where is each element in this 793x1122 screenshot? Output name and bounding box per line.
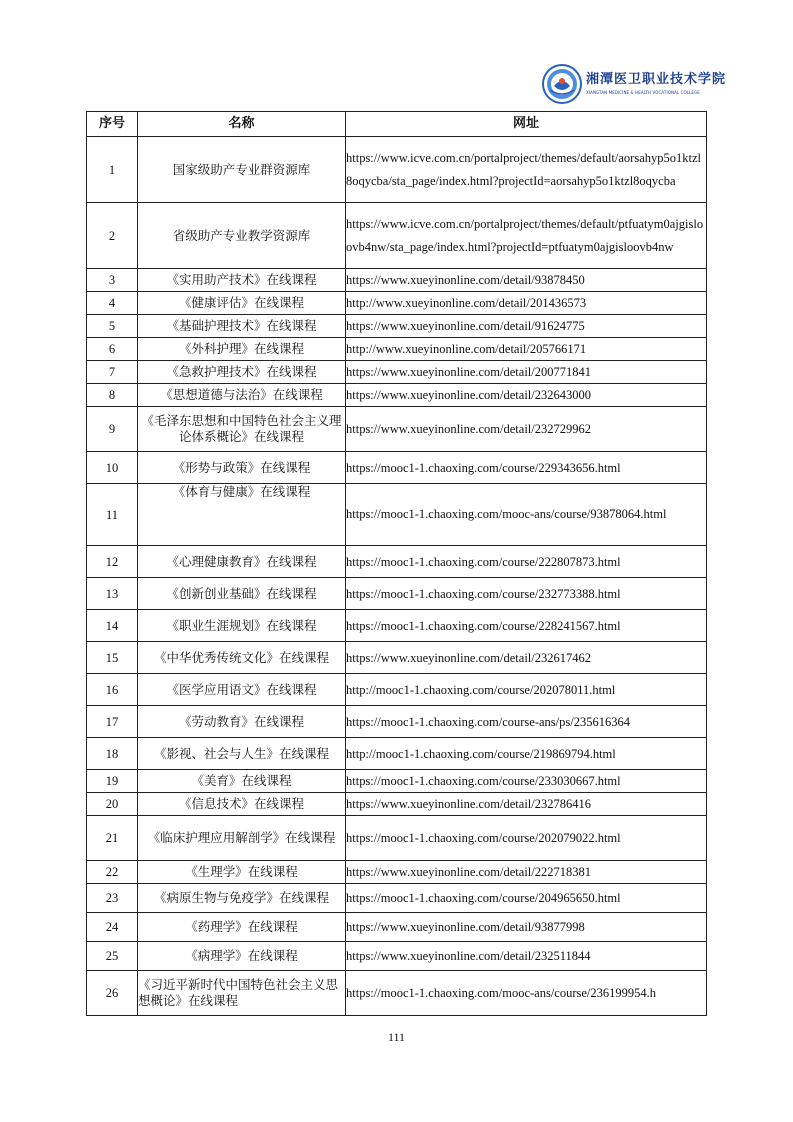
resource-url[interactable]: https://www.xueyinonline.com/detail/91624775 (346, 315, 707, 338)
table-row (87, 738, 707, 770)
resource-url[interactable]: https://mooc1-1.chaoxing.com/mooc-ans/course/93878064.html (346, 484, 707, 546)
resource-url[interactable]: https://www.xueyinonline.com/detail/200771841 (346, 361, 707, 384)
resource-url[interactable]: http://www.xueyinonline.com/detail/201436573 (346, 292, 707, 315)
resource-name: 《习近平新时代中国特色社会主义思想概论》在线课程 (138, 971, 346, 1016)
resource-name: 《心理健康教育》在线课程 (138, 546, 346, 578)
table-row (87, 642, 707, 674)
row-index: 25 (87, 942, 138, 971)
resource-url[interactable]: https://www.xueyinonline.com/detail/93878450 (346, 269, 707, 292)
row-index: 17 (87, 706, 138, 738)
row-index: 6 (87, 338, 138, 361)
row-index: 9 (87, 407, 138, 452)
row-index: 10 (87, 452, 138, 484)
resource-name: 《生理学》在线课程 (138, 861, 346, 884)
resource-name: 《病理学》在线课程 (138, 942, 346, 971)
resource-url[interactable]: https://mooc1-1.chaoxing.com/course/233030667.html (346, 770, 707, 793)
row-index: 2 (87, 203, 138, 269)
table-row (87, 546, 707, 578)
table-row (87, 770, 707, 793)
row-index: 21 (87, 816, 138, 861)
resource-url[interactable]: https://www.xueyinonline.com/detail/93877998 (346, 913, 707, 942)
resource-url[interactable]: https://www.xueyinonline.com/detail/232786416 (346, 793, 707, 816)
resource-url[interactable] (346, 971, 707, 1016)
resource-name: 《信息技术》在线课程 (138, 793, 346, 816)
resource-url[interactable]: https://www.xueyinonline.com/detail/232511844 (346, 942, 707, 971)
resource-name: 《毛泽东思想和中国特色社会主义理论体系概论》在线课程 (138, 407, 346, 452)
row-index: 15 (87, 642, 138, 674)
college-name-cn: 湘潭医卫职业技术学院 (586, 72, 727, 87)
row-index: 23 (87, 884, 138, 913)
table-row (87, 674, 707, 706)
column-header-name: 名称 (138, 112, 346, 137)
row-index: 7 (87, 361, 138, 384)
resource-url[interactable]: https://www.xueyinonline.com/detail/222718381 (346, 861, 707, 884)
row-index: 5 (87, 315, 138, 338)
table-row (87, 971, 707, 1016)
table-row (87, 338, 707, 361)
resource-name: 《健康评估》在线课程 (138, 292, 346, 315)
resource-name: 《临床护理应用解剖学》在线课程 (138, 816, 346, 861)
column-header-url: 网址 (346, 112, 707, 137)
table-row (87, 203, 707, 269)
row-index: 24 (87, 913, 138, 942)
table-row (87, 610, 707, 642)
college-logo (542, 64, 727, 106)
resource-name: 省级助产专业教学资源库 (138, 203, 346, 269)
resource-name: 《药理学》在线课程 (138, 913, 346, 942)
resource-name: 《外科护理》在线课程 (138, 338, 346, 361)
table-row (87, 861, 707, 884)
table-row (87, 315, 707, 338)
table-row (87, 269, 707, 292)
table-row (87, 137, 707, 203)
column-header-index: 序号 (87, 112, 138, 137)
resource-url[interactable]: https://mooc1-1.chaoxing.com/course/228241567.html (346, 610, 707, 642)
row-index: 12 (87, 546, 138, 578)
row-index: 16 (87, 674, 138, 706)
table-row (87, 942, 707, 971)
resource-name: 《医学应用语文》在线课程 (138, 674, 346, 706)
table-row (87, 913, 707, 942)
table-row (87, 292, 707, 315)
row-index: 19 (87, 770, 138, 793)
resource-url[interactable]: https://www.xueyinonline.com/detail/232617462 (346, 642, 707, 674)
resource-url[interactable]: https://mooc1-1.chaoxing.com/course/222807873.html (346, 546, 707, 578)
row-index: 13 (87, 578, 138, 610)
row-index: 8 (87, 384, 138, 407)
resource-name: 《基础护理技术》在线课程 (138, 315, 346, 338)
table-row (87, 384, 707, 407)
table-row (87, 884, 707, 913)
resource-url[interactable]: http://mooc1-1.chaoxing.com/course/202078011.html (346, 674, 707, 706)
resource-name: 《思想道德与法治》在线课程 (138, 384, 346, 407)
resource-url[interactable]: https://www.icve.com.cn/portalproject/themes/default/ptfuatym0ajgisloovb4nw/sta_page/index.html?projectId=ptfuatym0ajgisloovb4nw (346, 203, 707, 269)
table-row (87, 484, 707, 546)
table-row (87, 793, 707, 816)
table-header-row (87, 112, 707, 137)
table-row (87, 706, 707, 738)
resource-url[interactable]: https://mooc1-1.chaoxing.com/course/202079022.html (346, 816, 707, 861)
resource-name: 《职业生涯规划》在线课程 (138, 610, 346, 642)
resource-url[interactable]: http://mooc1-1.chaoxing.com/course/219869794.html (346, 738, 707, 770)
resource-name: 《影视、社会与人生》在线课程 (138, 738, 346, 770)
row-index: 4 (87, 292, 138, 315)
row-index: 26 (87, 971, 138, 1016)
row-index: 14 (87, 610, 138, 642)
resource-name: 《实用助产技术》在线课程 (138, 269, 346, 292)
row-index: 11 (87, 484, 138, 546)
row-index: 1 (87, 137, 138, 203)
resource-url[interactable]: https://www.icve.com.cn/portalproject/themes/default/aorsahyp5o1ktzl8oqycba/sta_page/index.html?projectId=aorsahyp5o1ktzl8oqycba (346, 137, 707, 203)
college-name-en: XIANGTAN MEDICINE & HEALTH VOCATIONAL COLLEGE (586, 90, 700, 95)
table-row (87, 407, 707, 452)
table-row (87, 452, 707, 484)
row-index: 3 (87, 269, 138, 292)
resource-name: 《劳动教育》在线课程 (138, 706, 346, 738)
table-row (87, 816, 707, 861)
resource-url[interactable]: http://www.xueyinonline.com/detail/205766171 (346, 338, 707, 361)
resource-name: 《急救护理技术》在线课程 (138, 361, 346, 384)
resource-url[interactable]: https://www.xueyinonline.com/detail/232643000 (346, 384, 707, 407)
row-index: 18 (87, 738, 138, 770)
resource-name: 《病原生物与免疫学》在线课程 (138, 884, 346, 913)
college-emblem-icon (542, 64, 582, 104)
resource-url[interactable]: https://mooc1-1.chaoxing.com/course/204965650.html (346, 884, 707, 913)
resource-name: 《创新创业基础》在线课程 (138, 578, 346, 610)
resource-url[interactable]: https://mooc1-1.chaoxing.com/course/229343656.html (346, 452, 707, 484)
resource-table (86, 111, 707, 1016)
resource-url[interactable]: https://www.xueyinonline.com/detail/232729962 (346, 407, 707, 452)
table-row (87, 361, 707, 384)
row-index: 20 (87, 793, 138, 816)
resource-url[interactable]: https://mooc1-1.chaoxing.com/course/232773388.html (346, 578, 707, 610)
resource-name: 国家级助产专业群资源库 (138, 137, 346, 203)
resource-name: 《美育》在线课程 (138, 770, 346, 793)
resource-name: 《中华优秀传统文化》在线课程 (138, 642, 346, 674)
resource-url[interactable]: https://mooc1-1.chaoxing.com/course-ans/ps/235616364 (346, 706, 707, 738)
table-row (87, 578, 707, 610)
resource-url-text[interactable]: https://mooc1-1.chaoxing.com/mooc-ans/course/236199954.h (346, 986, 657, 1000)
resource-name: 《形势与政策》在线课程 (138, 452, 346, 484)
row-index: 22 (87, 861, 138, 884)
resource-name: 《体育与健康》在线课程 (138, 484, 346, 546)
page-number: 111 (387, 1030, 406, 1044)
